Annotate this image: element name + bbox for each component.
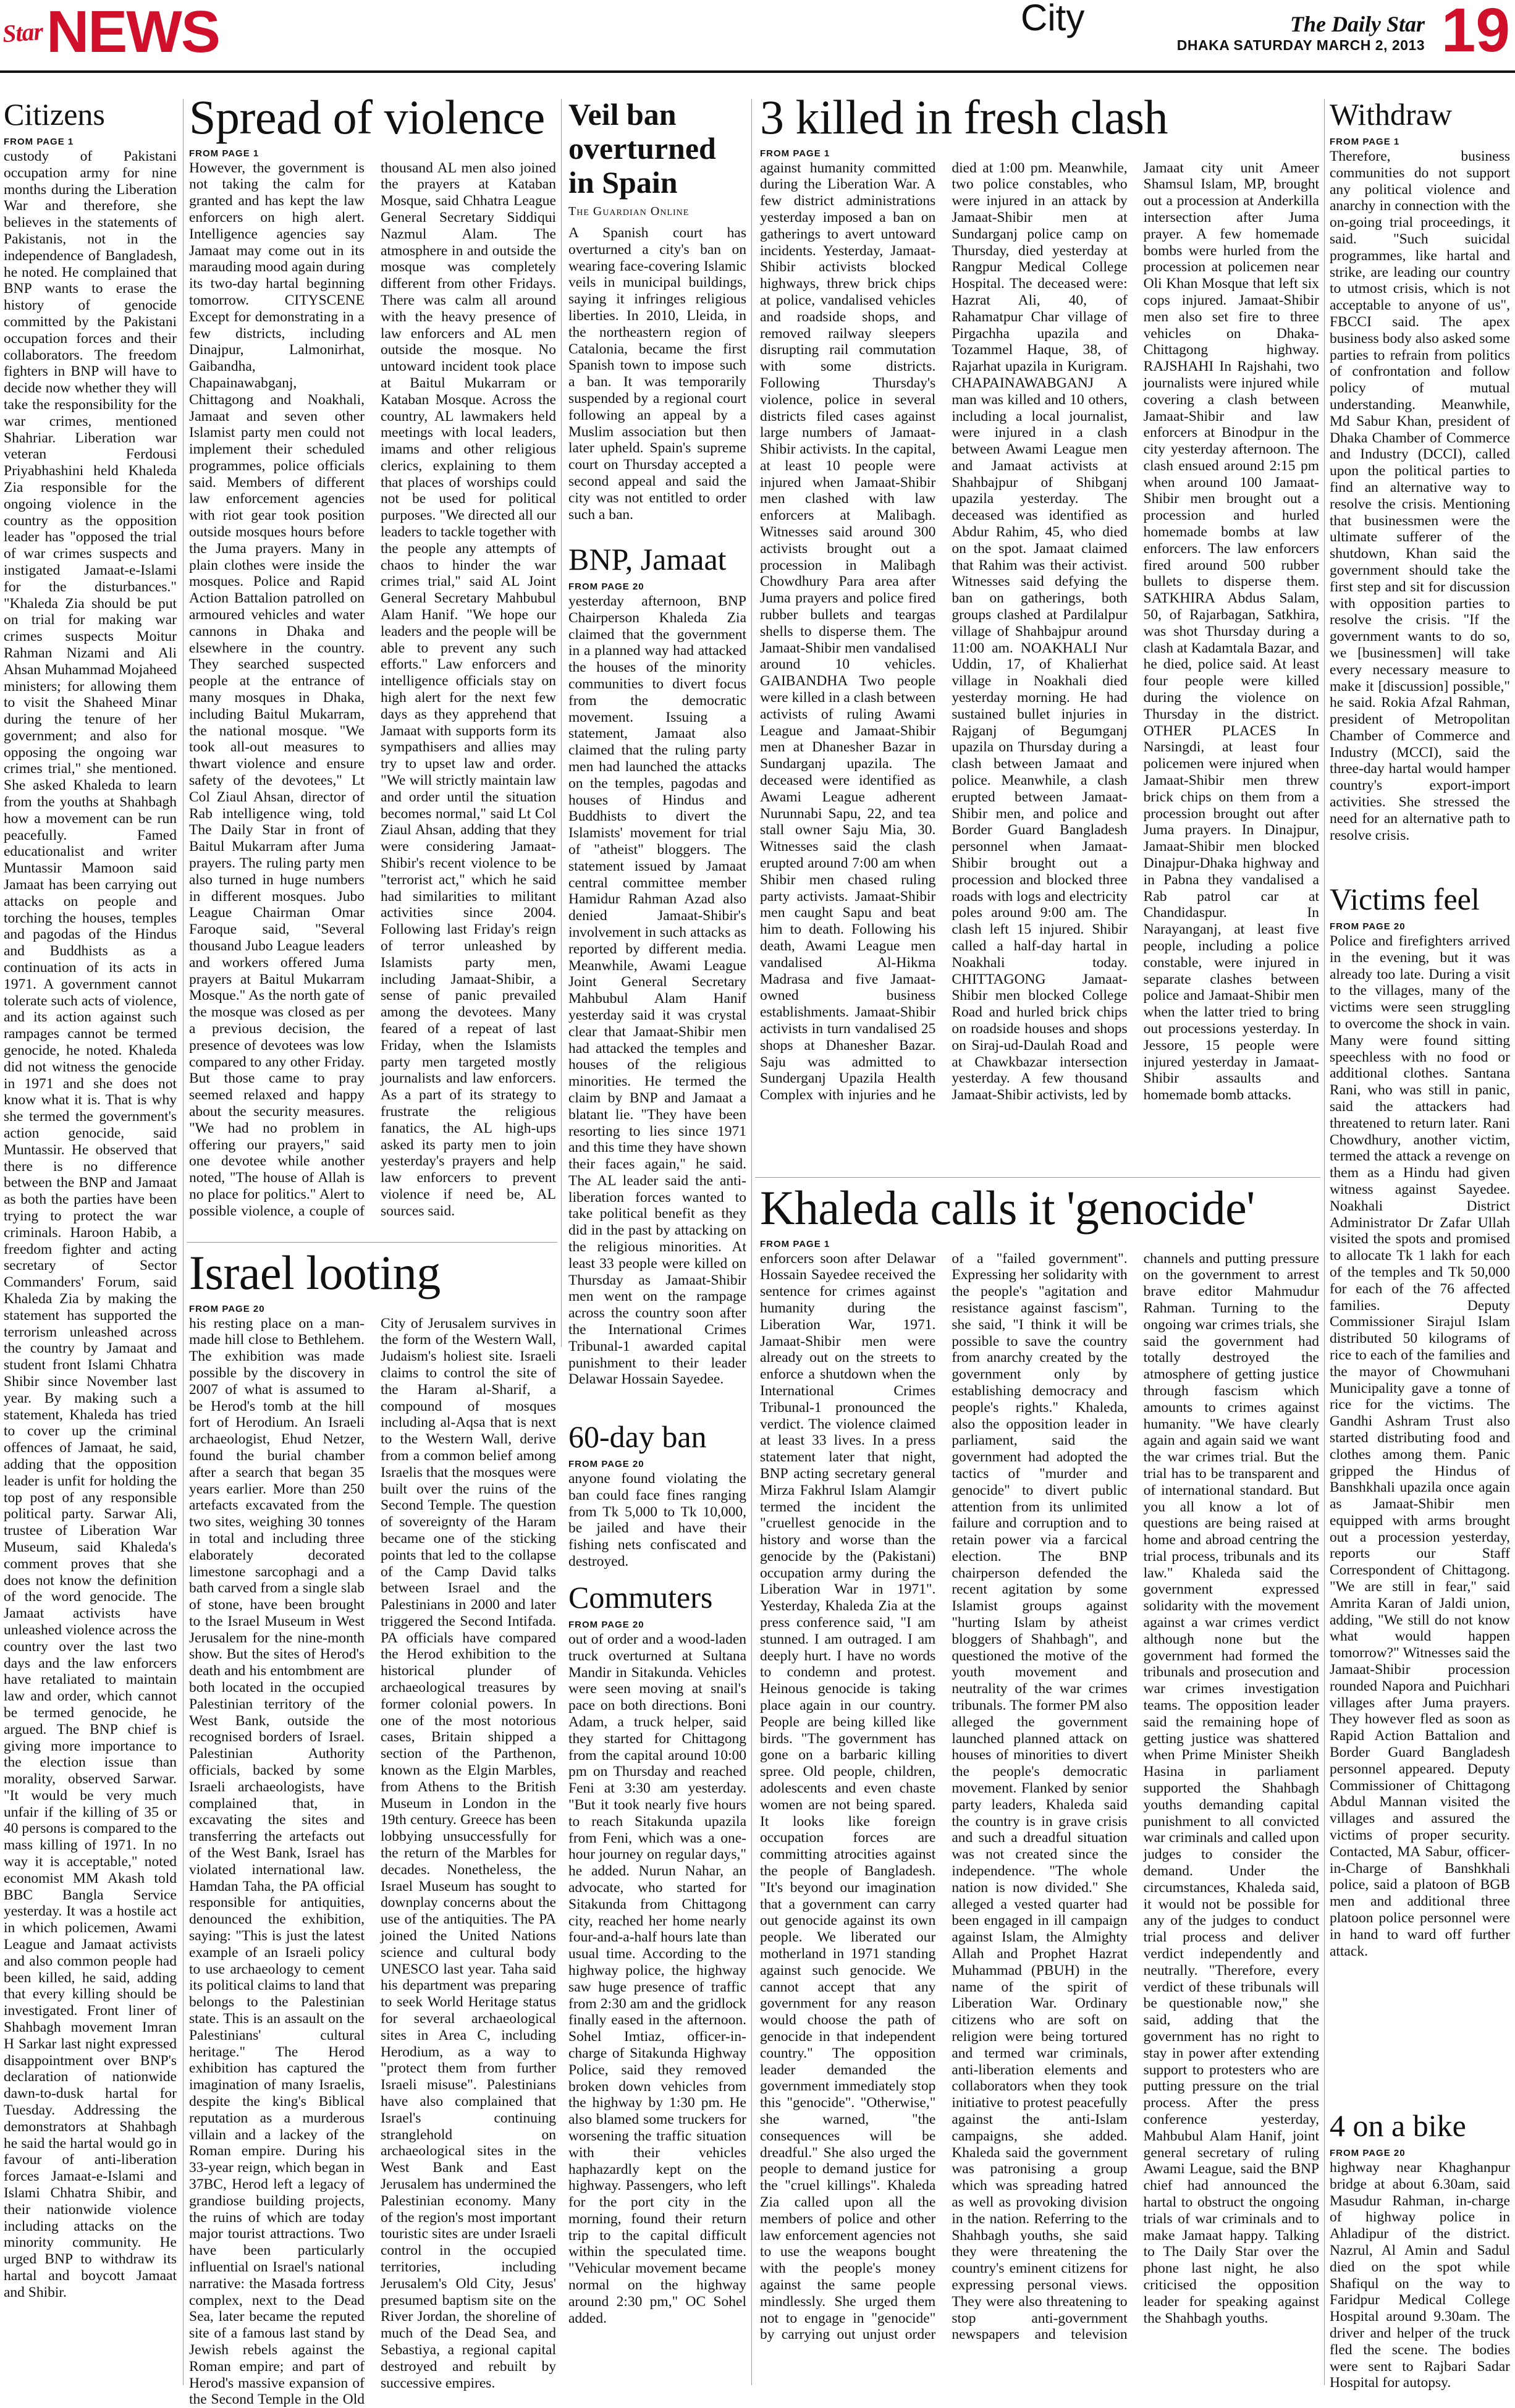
article-headline: Citizens [4, 97, 105, 132]
article-commuters [568, 1582, 746, 2391]
section-divider [755, 1177, 1320, 1178]
article-body: out of order and a wood-laden truck overturned at Sultana Mandir in Sitakunda. Vehicles were seen moving at snail's pace on both directions. Boni Adam, a truck helper, said they started for Chittagong from the capital around 10:00 pm on Thursday and reached Feni at 3:30 am yesterday. "But it took nearly five hours to reach Sitakunda upazila from Feni, which was a one-hour journey on regular days," he added. Nurun Nahar, an advocate, who started for Sitakunda from Chittagong city, reached her home nearly four-and-a-half hours late than usual time. According to the highway police, the highway saw huge presence of traffic from 2:30 am and the gridlock finally eased in the afternoon. Sohel Imtiaz, officer-in-charge of Sitakunda Highway Police, said they removed broken down vehicles from the highway by 1:30 pm. He also blamed some truckers for worsening the traffic situation with their vehicles haphazardly kept on the highway. Passengers, who left for the port city in the morning, found their return trip to the capital difficult within the speculated time. "Vehicular movement became normal on the highway around 2:30 pm," OC Sohel added. [568, 1631, 746, 2326]
article-body: However, the government is not taking the calm for granted and has kept the law enforcers on high alert. Intelligence agencies say Jamaat may come out in its marauding mood again during its two-day hartal beginning tomorrow. CITYSCENE Except for demonstrating in a few districts, including Dinajpur, Lalmonirhat, Gaibandha, Chapainawabganj, Chittagong and Noakhali, Jamaat and seven other Islamist party men could not implement their scheduled programmes, police officials said. Members of different law enforcement agencies with riot gear took position outside mosques hours before the Juma prayers. Many in plain clothes were inside the mosques. Police and Rapid Action Battalion patrolled on armoured vehicles and water cannons in Dhaka and elsewhere in the country. They searched suspected people at the entrance of many mosques in Dhaka, including Baitul Mukarram, the national mosque. "We took all-out measures to thwart violence and ensure safety of the devotees," Lt Col Ziaul Ahsan, director of Rab intelligence wing, told The Daily Star in front of Baitul Mukarram after Juma prayers. The ruling party men also turned in huge numbers in different mosques. Jubo League Chairman Omar Faroque said, "Several thousand Jubo League leaders and workers offered Juma prayers at Baitul Mukarram Mosque." As the north gate of the mosque was closed as per a previous decision, the presence of devotees was low compared to any other Friday. But those came to pray seemed relaxed and happy about the security measures. "We had no problem in offering our prayers," said one devotee while another noted, "The house of Allah is no place for politics." Alert to possible violence, a couple of thousand AL men also joined the prayers at Kataban Mosque, said Chhatra League General Secretary Siddiqui Nazmul Alam. The atmosphere in and outside the mosque was completely different from other Fridays. There was calm all around with the heavy presence of law enforcers and AL men outside the mosque. No untoward incident took place at Baitul Mukarram or Kataban Mosque. Across the country, AL lawmakers held meetings with local leaders, imams and other religious clerics, explaining to them that places of worships could not be used for political purposes. "We directed all our leaders to tackle together with the people any attempts of chaos to hinder the war crimes trial," said AL Joint General Secretary Mahbubul Alam Hanif. "We hope our leaders and the people will be able to prevent any such efforts." Law enforcers and intelligence officials stay on high alert for the next few days as they apprehend that Jamaat with supports form its sympathisers and allies may try to upset law and order. "We will strictly maintain law and order until the situation becomes normal," said Lt Col Ziaul Ahsan, adding that they were considering Jamaat-Shibir's recent violence to be "terrorist act," which he said had similarities to militant activities since 2004. Following last Friday's reign of terror unleashed by Islamists party men, including Jamaat-Shibir, a sense of panic prevailed among the devotees. Many feared of a repeat of last Friday, when the Islamists party men targeted mostly journalists and law enforcers. As a part of its strategy to frustrate the religious fanatics, the AL high-ups asked its party men to join yesterday's prayers and help law enforcers to prevent violence if need be, AL sources said. [189, 159, 556, 1219]
article-kicker: FROM PAGE 20 [568, 1620, 644, 1630]
article-kicker: FROM PAGE 20 [1330, 921, 1406, 932]
article-body: Police and firefighters arrived in the evening, but it was already too late. During a visit to the villages, many of the victims were seen struggling to overcome the shock in vain. Many were found sitting speechless with no food or additional clothes. Santana Rani, who was still in panic, said the attackers had threatened to return later. Rani Chowdhury, another victim, termed the attack a revenge on them as a Hindu had given witness against Sayedee. Noakhali District Administrator Dr Zafar Ullah visited the spots and promised to allocate Tk 1 lakh for each of the temples and Tk 50,000 for each of the 76 affected families. Deputy Commissioner Sirajul Islam distributed 50 kilograms of rice to each of the families and the mayor of Chowmuhani Municipality gave a tonne of rice for the victims. The Gandhi Ashram Trust also started distributing food and clothes among them. Panic gripped the Hindus of Banshkhali upazila once again as Jamaat-Shibir men equipped with arms brought out a procession yesterday, reports our Staff Correspondent of Chittagong. "We are still in fear," said Amrita Karan of Jaldi union, adding, "We still do not know what would happen tomorrow?" Witnesses said the Jamaat-Shibir procession rounded Napora and Puichhari villages after Juma prayers. They however fled as soon as Rapid Action Battalion and Border Guard Bangladesh personnel appeared. Deputy Commissioner of Chittagong Abdul Mannan visited the villages and assured the victims of proper security. Contacted, MA Sabur, officer-in-Charge of Banshkhali police, said a platoon of BGB men and additional three platoon police personnel were in hand to ward off further attack. [1330, 933, 1510, 1959]
masthead [0, 0, 1515, 67]
article-headline: Withdraw [1330, 97, 1452, 132]
article-bnp-jamaat [568, 544, 746, 1421]
article-victims-feel [1330, 884, 1510, 2107]
article-body: A Spanish court has overturned a city's ban on wearing face-covering Islamic veils in municipal buildings, saying it infringes religious liberties. In 2010, Lleida, in the northeastern region of Catalonia, became the first Spanish town to impose such a ban. It was temporarily suspended by a regional court following an appeal by a Muslim association but then later upheld. Spain's supreme court on Thursday accepted a second appeal and said the city was not entitled to order such a ban. [568, 225, 746, 523]
article-headline: BNP, Jamaat [568, 542, 727, 577]
article-body: yesterday afternoon, BNP Chairperson Khaleda Zia claimed that the government in a planned way had attacked the houses of the minority communities to divert focus from the democratic movement. Issuing a statement, Jamaat also claimed that the ruling party men had launched the attacks on the temples, pagodas and houses of Hindus and Buddhists to divert the Islamists' movement for trial of "atheist" bloggers. The statement issued by Jamaat central committee member Hamidur Rahman Azad also denied Jamaat-Shibir's involvement in such attacks as reported by different media. Meanwhile, Awami League Joint General Secretary Mahbubul Alam Hanif yesterday said it was crystal clear that Jamaat-Shibir men had attacked the temples and houses of the religious minorities. He termed the claim by BNP and Jamaat a blatant lie. "They have been resorting to lies since 1971 and this time they have shown their faces again," he said. The AL leader said the anti-liberation forces wanted to take political benefit as they did in the past by attacking on the religious minorities. At least 33 people were killed on Thursday as Jamaat-Shibir men went on the rampage across the country soon after the International Crimes Tribunal-1 awarded capital punishment to their leader Delawar Hossain Sayedee. [568, 593, 746, 1388]
article-3-killed [760, 90, 1319, 1171]
article-headline: 4 on a bike [1330, 2108, 1466, 2143]
section-label: NEWS [46, 0, 219, 65]
article-headline: Khaleda calls it 'genocide' [760, 1181, 1255, 1235]
masthead-rule [0, 70, 1515, 73]
article-kicker: FROM PAGE 20 [189, 1303, 265, 1314]
article-headline: Veil ban overturned in Spain [568, 97, 716, 200]
article-body: his resting place on a man-made hill close to Bethlehem. The exhibition was made possible by the discovery in 2007 of what is assumed to be Herod's tomb at the hill fort of Herodium. An Israeli archaeologist, Ehud Netzer, found the burial chamber after a search that began 35 years earlier. More than 250 artefacts excavated from the two sites, weighing 30 tonnes in total and including three elaborately decorated limestone sarcophagi and a bath carved from a single slab of stone, have been brought to the Israel Museum in West Jerusalem for the nine-month show. But the sites of Herod's death and his entombment are both located in the occupied Palestinian territory of the West Bank, outside the recognised borders of Israel. Palestinian Authority officials, backed by some Israeli archaeologists, have complained that, in excavating the sites and transferring the artefacts out of the West Bank, Israel has violated international law. Hamdan Taha, the PA official responsible for antiquities, denounced the exhibition, saying: "This is just the latest example of an Israeli policy to use archaeology to cement its political claims to land that belongs to the Palestinian state. This is an assault on the Palestinians' cultural heritage." The Herod exhibition has captured the imagination of many Israelis, despite the king's Biblical reputation as a murderous villain and a lackey of the Roman empire. During his 33-year reign, which began in 37BC, Herod left a legacy of grandiose building projects, the ruins of which are today major tourist attractions. Two have been particularly influential on Israel's national narrative: the Masada fortress complex, next to the Dead Sea, later became the reputed site of a famous last stand by Jewish rebels against the Roman empire; and part of Herod's massive expansion of the Second Temple in the Old City of Jerusalem survives in the form of the Western Wall, Judaism's holiest site. Israeli claims to control the site of the Haram al-Sharif, a compound of mosques including al-Aqsa that is next to the Western Wall, derive from a common belief among Israelis that the mosques were built over the ruins of the Second Temple. The question of sovereignty of the Haram became one of the sticking points that led to the collapse of the Camp David talks between Israel and the Palestinians in 2000 and later triggered the Second Intifada. PA officials have compared the Herod exhibition to the historical plunder of archaeological treasures by former colonial powers. In one of the most notorious cases, Britain shipped a section of the Parthenon, known as the Elgin Marbles, from Athens to the British Museum in London in the 19th century. Greece has been lobbying unsuccessfully for the return of the Marbles for decades. Nonetheless, the Israel Museum has sought to downplay concerns about the use of the antiquities. The PA joined the United Nations science and cultural body UNESCO last year. Taha said his department was preparing to seek World Heritage status for several archaeological sites in Area C, including Herodium, as a way to "protect them from further Israeli misuse". Palestinians have also complained that Israel's continuing stranglehold on archaeological sites in the West Bank and East Jerusalem has undermined the Palestinian economy. Many of the region's most important touristic sites are under Israeli control in the occupied territories, including Jerusalem's Old City, Jesus' presumed baptism site on the River Jordan, the shoreline of much of the Dead Sea, and Sebastiya, a regional capital destroyed and rebuilt by successive empires. [189, 1315, 556, 2408]
star-logo: Star [1, 17, 44, 48]
article-kicker: FROM PAGE 20 [568, 581, 644, 592]
article-headline: Spread of violence [189, 90, 545, 144]
section-divider [187, 1242, 557, 1243]
column-divider [561, 99, 562, 1347]
article-body: custody of Pakistani occupation army for nine months during the Liberation War and therefore, she believes in the statements of Pakistanis, not in the independence of Bangladesh, he noted. He complained that BNP wants to erase the history of genocide committed by the Pakistani occupation forces and their collaborators. The freedom fighters in BNP will have to decide now whether they will take the responsibility for the war crimes, mentioned Shahriar. Liberation war veteran Ferdousi Priyabhashini held Khaleda Zia responsible for the ongoing violence in the country as the opposition leader has "opposed the trial of war crimes suspects and instigated Jamaat-e-Islami for the disturbances." "Khaleda Zia should be put on trial for making war crimes suspects Moitur Rahman Nizami and Ali Ahsan Muhammad Mojaheed ministers; for allowing them to visit the Shaheed Minar during the tenure of her government; and also for opposing the ongoing war crimes trial," she mentioned. She asked Khaleda to learn from the youths at Shahbagh how a movement can be run peacefully. Famed educationalist and writer Muntassir Mamoon said Jamaat has been carrying out attacks on people and torching the houses, temples and pagodas of the Hindus and Buddhists as a continuation of its acts in 1971. A government cannot tolerate such acts of violence, and its action against such rampages cannot be termed genocide, he noted. Khaleda did not witness the genocide in 1971 and she does not know what it is. That is why she termed the government's action genocide, said Muntassir. He observed that there is no difference between the BNP and Jamaat as both the parties have been trying to protect the war criminals. Haroon Habib, a freedom fighter and acting secretary of Sector Commanders' Forum, said Khaleda Zia by making the statement has supported the terrorism unleashed across the country by Jamaat and student front Islami Chhatra Shibir since November last year. By making such a statement, Khaleda has tried to cover up the criminal offences of Jamaat, he said, adding that the opposition leader is unfit for holding the top post of any responsible political party. Sarwar Ali, trustee of Liberation War Museum, said Khaleda's comment proves that she does not know the definition of the word genocide. The Jamaat activists have unleashed violence across the country over the last two days and the law enforcers have retaliated to maintain law and order, which cannot be termed genocide, he argued. The BNP chief is giving more importance to the election issue than morality, observed Sarwar. "It would be very much unfair if the killing of 35 or 40 persons is compared to the mass killing of 1971. In no way it is acceptable," noted economist MM Akash told BBC Bangla Service yesterday. It was a hostile act in which policemen, Awami League and Jamaat activists and also common people had been killed, he said, adding that every killing should be investigated. Front liner of Shahbagh movement Imran H Sarkar last night expressed disappointment over BNP's declaration of nationwide dawn-to-dusk hartal for Tuesday. Addressing the demonstrators at Shahbagh he said the hartal would go in favour of anti-liberation forces Jamaat-e-Islami and Islami Chhatra Shibir, and their nationwide violence including attacks on the minority community. He urged BNP to withdraw its hartal and boycott Jamaat and Shibir. [4, 148, 177, 2300]
article-kicker: FROM PAGE 20 [568, 1459, 644, 1469]
article-body: against humanity committed during the Liberation War. A few district administrations yesterday imposed a ban on gatherings to avert untoward incidents. Yesterday, Jamaat-Shibir activists blocked highways, threw brick chips at police, vandalised vehicles and roadside shops, and removed railway sleepers disrupting rail commutation with some districts. Following Thursday's violence, police in several districts filed cases against large numbers of Jamaat-Shibir activists. In the capital, at least 10 people were injured when Jamaat-Shibir men clashed with law enforcers at Malibagh. Witnesses said around 300 activists brought out a procession in Malibagh Chowdhury Para area after Juma prayers and police fired rubber bullets and teargas shells to disperse them. The Jamaat-Shibir men vandalised around 10 vehicles. GAIBANDHA Two people were killed in a clash between activists of ruling Awami League and Jamaat-Shibir men at Dhanesher Bazar in Sundarganj upazila. The deceased were identified as Awami League adherent Nurunnabi Sapu, 22, and tea stall owner Saju Mia, 30. Witnesses said the clash erupted around 7:00 am when Shibir men chased ruling party activists. Jamaat-Shibir men caught Sapu and beat him to death. Following his death, Awami League men vandalised Al-Hikma Madrasa and five Jamaat-owned business establishments. Jamaat-Shibir activists in turn vandalised 25 shops at Dhanesher Bazar. Saju was admitted to Sunderganj Upazila Health Complex with injuries and he died at 1:00 pm. Meanwhile, two police constables, who were injured in an attack by Jamaat-Shibir men at Sundarganj police camp on Thursday, died yesterday at Rangpur Medical College Hospital. The deceased were: Hazrat Ali, 40, of Rahamatpur Char village of Pirgachha upazila and Tozammel Haque, 38, of Rajarhat upazila in Kurigram. CHAPAINAWABGANJ A man was killed and 10 others, including a local journalist, were injured in a clash between Awami League men and Jamaat activists at Shahbajpur of Shibganj upazila yesterday. The deceased was identified as Abdur Rahim, 45, who died on the spot. Jamaat claimed that Rahim was their activist. Witnesses said defying the ban on gatherings, both groups clashed at Pardilalpur village of Shahbajpur around 11:00 am. NOAKHALI Nur Uddin, 17, of Khalierhat village in Noakhali died yesterday morning. He had sustained bullet injuries in Rajganj of Begumganj upazila on Thursday during a clash between Jamaat and police. Meanwhile, a clash erupted between Jamaat-Shibir men, and police and Border Guard Bangladesh personnel when Jamaat-Shibir brought out a procession and blocked three roads with logs and electricity poles around 9:00 am. The clash left 15 injured. Shibir called a half-day hartal in Noakhali today. CHITTAGONG Jamaat-Shibir men blocked College Road and hurled brick chips on roadside houses and shops on Siraj-ud-Daulah Road and at Chawkbazar intersection yesterday. A few thousand Jamaat-Shibir activists, led by Jamaat city unit Ameer Shamsul Islam, MP, brought out a procession at Anderkilla intersection after Juma prayer. A few homemade bombs were hurled from the procession at policemen near Oli Khan Mosque that left six cops injured. Jamaat-Shibir men also set fire to three vehicles on Dhaka-Chittagong highway. RAJSHAHI In Rajshahi, two journalists were injured while covering a clash between Jamaat-Shibir and law enforcers at Binodpur in the city yesterday afternoon. The clash ensued around 2:15 pm when around 100 Jamaat-Shibir men brought out a procession and hurled homemade bombs at law enforcers. The law enforcers fired around 500 rubber bullets to disperse them. SATKHIRA Abdus Salam, 50, of Rajarbagan, Satkhira, was shot Thursday during a clash at Kadamtala Bazar, and he died, police said. At least four people were killed during the violence on Thursday in the district. OTHER PLACES In Narsingdi, at least four policemen were injured when Jamaat-Shibir men threw brick chips on them from a procession brought out after Juma prayers. In Dinajpur, Jamaat-Shibir men blocked Dinajpur-Dhaka highway and in Pabna they vandalised a Rab patrol car at Chandidaspur. In Narayanganj, at least five people, including a police constable, were injured in separate clashes between police and Jamaat-Shibir men when the latter tried to bring out processions yesterday. In Jessore, 15 people were injured yesterday in Jamaat-Shibir assaults and homemade bomb attacks. [760, 159, 1319, 1104]
article-headline: 60-day ban [568, 1419, 707, 1454]
article-israel-looting [189, 1246, 556, 2408]
column-divider [183, 99, 184, 2385]
section-name: City [1021, 0, 1085, 38]
article-kicker: FROM PAGE 20 [1330, 2148, 1406, 2158]
article-citizens [4, 99, 177, 2391]
article-4-on-a-bike [1330, 2110, 1510, 2391]
article-body: highway near Khaghanpur bridge at about 6.30am, said Masudur Rahman, in-charge of highway police in Ahladipur of the district. Nazrul, Al Amin and Sadul died on the spot while Shafiqul on the way to Faridpur Medical College Hospital around 9.30am. The driver and helper of the truck fled the scene. The bodies were sent to Rajbari Sadar Hospital for autopsy. [1330, 2160, 1510, 2391]
column-divider [751, 99, 752, 2385]
column-divider [1324, 99, 1325, 2385]
article-kicker: FROM PAGE 1 [189, 148, 260, 159]
article-veil-ban [568, 98, 746, 543]
article-kicker: FROM PAGE 1 [1330, 137, 1400, 147]
article-body: enforcers soon after Delawar Hossain Sayedee received the sentence for crimes against humanity during the Liberation War, 1971. Jamaat-Shibir men were already out on the streets to enforce a shutdown when the International Crimes Tribunal-1 pronounced the verdict. The violence claimed at least 33 lives. In a press statement later that night, BNP acting secretary general Mirza Fakhrul Islam Alamgir termed the incident the "cruellest genocide in the history and worse than the genocide by the (Pakistani) occupation army during the Liberation War in 1971". Yesterday, Khaleda Zia at the press conference said, "I am stunned. I am outraged. I am deeply hurt. I have no words to condemn and protest. Heinous genocide is taking place again in our country. People are being killed like birds. "The government has gone on a barbaric killing spree. Old people, children, adolescents and even chaste women are not being spared. It looks like foreign occupation forces are committing atrocities against the people of Bangladesh. "It's beyond our imagination that a government can carry out genocide against its own people. We liberated our motherland in 1971 standing against such genocide. We cannot accept that any government for any reason would choose the path of genocide in that independent country." The opposition leader demanded the government immediately stop this "genocide". "Otherwise," she warned, "the consequences will be dreadful." She also urged the people to demand justice for the "cruel killings". Khaleda Zia called upon all the members of police and other law enforcement agencies not to use the weapons bought with the people's money against the same people mindlessly. She urged them not to engage in "genocide" by carrying out unjust order of a "failed government". Expressing her solidarity with the people's "agitation and resistance against fascism", she said, "I think it will be possible to save the country from anarchy created by the government only by establishing democracy and people's rights." Khaleda, also the opposition leader in parliament, said the government had adopted the tactics of "murder and genocide" to divert public attention from its unlimited failure and corruption and to retain power via a farcical election. The BNP chairperson defended the recent agitation by some Islamist groups against "hurting Islam by atheist bloggers of Shahbagh", and questioned the motive of the youth movement and neutrality of the war crimes tribunals. The former PM also alleged the government launched planned attack on houses of minorities to divert the people's democratic movement. Flanked by senior party leaders, Khaleda said the country is in grave crisis and such a dreadful situation was not created since the independence. "The whole nation is now divided." She alleged a vested quarter had been engaged in ill campaign against Islam, the Almighty Allah and Prophet Hazrat Muhammad (PBUH) in the name of the spirit of Liberation War. Ordinary citizens who are soft on religion were being tortured and termed war criminals, anti-liberation elements and collaborators when they took initiative to protest peacefully against the anti-Islam campaigns, she added. Khaleda said the government was patronising a group which was spreading hatred as well as provoking division in the nation. Referring to the Shahbagh youths, she said they were threatening the country's eminent citizens for expressing personal views. They were also threatening to stop anti-government newspapers and television channels and putting pressure on the government to arrest brave editor Mahmudur Rahman. Turning to the ongoing war crimes trials, she said the government had totally destroyed the atmosphere of getting justice through fascism which amounts to crimes against humanity. "We have clearly again and again said we want the war crimes trial. But the trial has to be transparent and of international standard. But you all know a lot of questions are being raised at home and abroad centring the trial process, tribunals and its law." Khaleda said the government expressed solidarity with the movement against a war crimes verdict although none but the government had formed the tribunals and prosecution and war crimes investigation teams. The opposition leader said the remaining hope of getting justice was shattered when Prime Minister Sheikh Hasina in parliament supported the Shahbagh youths demanding capital punishment to all convicted war criminals and called upon judges to consider the demand. Under the circumstances, Khaleda said, it would not be possible for any of the judges to conduct trial process and deliver verdict independently and neutrally. "Therefore, every verdict of these tribunals will be questionable now," she said, adding that the government has no right to stay in power after extending support to protesters who are putting pressure on the trial process. After the press conference yesterday, Mahbubul Alam Hanif, joint general secretary of ruling Awami League, said the BNP chief had announced the hartal to obstruct the ongoing trials of war criminals and to make Jamaat happy. Talking to The Daily Star over the phone last night, he also criticised the opposition leader for speaking against the Shahbagh youths. [760, 1250, 1319, 2343]
article-spread-of-violence [189, 90, 556, 1233]
paper-name: The Daily Star [1289, 12, 1425, 36]
article-body: Therefore, business communities do not support any political violence and anarchy in connection with the on-going trial proceedings, it said. "Such suicidal programmes, like hartal and strike, are leading our country to utmost crisis, which is not acceptable to anyone of us", FBCCI said. The apex business body also asked some parties to refrain from politics of confrontation and follow policy of mutual understanding. Meanwhile, Md Sabur Khan, president of Dhaka Chamber of Commerce and Industry (DCCI), called upon the political parties to find an alternative way to resolve the crisis. Mentioning that businessmen were the ultimate sufferer of the shutdown, Khan said the government should take the first step and sit for discussion with opposition parties to resolve the crisis. "If the government wants to do so, we [businessmen] will take every necessary measure to make it [discussion] possible," he said. Rokia Afzal Rahman, president of Metropolitan Chamber of Commerce and Industry (MCCI), said the three-day hartal would hamper country's export-import activities. She stressed the need for an alternative path to resolve crisis. [1330, 148, 1510, 843]
article-headline: Victims feel [1330, 882, 1480, 916]
article-withdraw [1330, 99, 1510, 881]
article-60-day-ban [568, 1421, 746, 1579]
article-khaleda-genocide [760, 1183, 1319, 2391]
article-body: anyone found violating the ban could face fines ranging from Tk 5,000 to Tk 10,000, be jailed and have their fishing nets confiscated and destroyed. [568, 1471, 746, 1569]
dateline: DHAKA SATURDAY MARCH 2, 2013 [1176, 37, 1425, 53]
article-kicker: FROM PAGE 1 [760, 148, 830, 159]
article-headline: Israel looting [189, 1246, 441, 1299]
page-number: 19 [1441, 0, 1510, 65]
article-headline: 3 killed in fresh clash [760, 90, 1168, 144]
article-headline: Commuters [568, 1580, 713, 1615]
article-byline: The Guardian Online [568, 205, 690, 218]
article-kicker: FROM PAGE 1 [760, 1238, 830, 1249]
article-kicker: FROM PAGE 1 [4, 137, 74, 147]
section-brand [2, 1, 219, 63]
